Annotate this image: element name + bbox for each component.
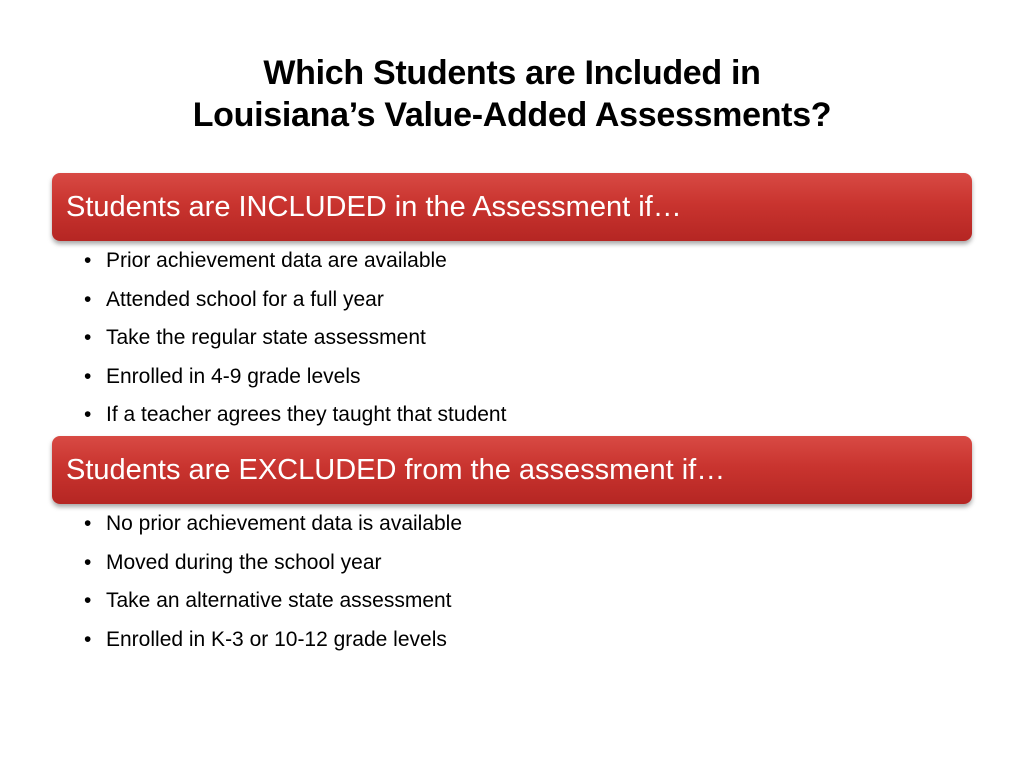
list-item-text: Take the regular state assessment [106, 326, 426, 349]
list-item-text: Enrolled in K-3 or 10-12 grade levels [106, 627, 447, 651]
excluded-list [84, 505, 462, 659]
list-item-text: If a teacher agrees they taught that student [106, 403, 507, 426]
list-item [84, 319, 506, 358]
list-item [84, 281, 506, 320]
bullet-icon: • [84, 512, 92, 535]
list-item-text: No prior achievement data is available [106, 512, 463, 535]
list-item [84, 242, 506, 281]
bullet-icon: • [84, 550, 92, 574]
included-list [84, 242, 506, 435]
slide-title-line-1: Which Students are Included in [263, 54, 761, 92]
list-item [84, 621, 462, 660]
list-item-text: Take an alternative state assessment [106, 589, 452, 612]
bullet-icon: • [84, 249, 92, 272]
list-item [84, 544, 462, 583]
list-item-text: Attended school for a full year [106, 287, 384, 311]
list-item [84, 396, 506, 435]
bullet-icon: • [84, 287, 92, 311]
bullet-icon: • [84, 364, 92, 388]
list-item-text: Prior achievement data are available [106, 249, 447, 272]
bullet-icon: • [84, 589, 92, 612]
list-item [84, 505, 462, 544]
included-header-bar [52, 173, 972, 241]
included-header-text: Students are INCLUDED in the Assessment if… [66, 191, 682, 223]
excluded-header-bar [52, 436, 972, 504]
bullet-icon: • [84, 326, 92, 349]
bullet-icon: • [84, 627, 92, 651]
bullet-icon: • [84, 403, 92, 426]
list-item [84, 358, 506, 397]
list-item-text: Enrolled in 4-9 grade levels [106, 364, 361, 388]
list-item [84, 582, 462, 621]
slide-title [0, 52, 1024, 136]
list-item-text: Moved during the school year [106, 550, 382, 574]
slide-title-line-2: Louisiana’s Value-Added Assessments? [192, 96, 832, 134]
excluded-header-text: Students are EXCLUDED from the assessment if… [66, 454, 726, 486]
